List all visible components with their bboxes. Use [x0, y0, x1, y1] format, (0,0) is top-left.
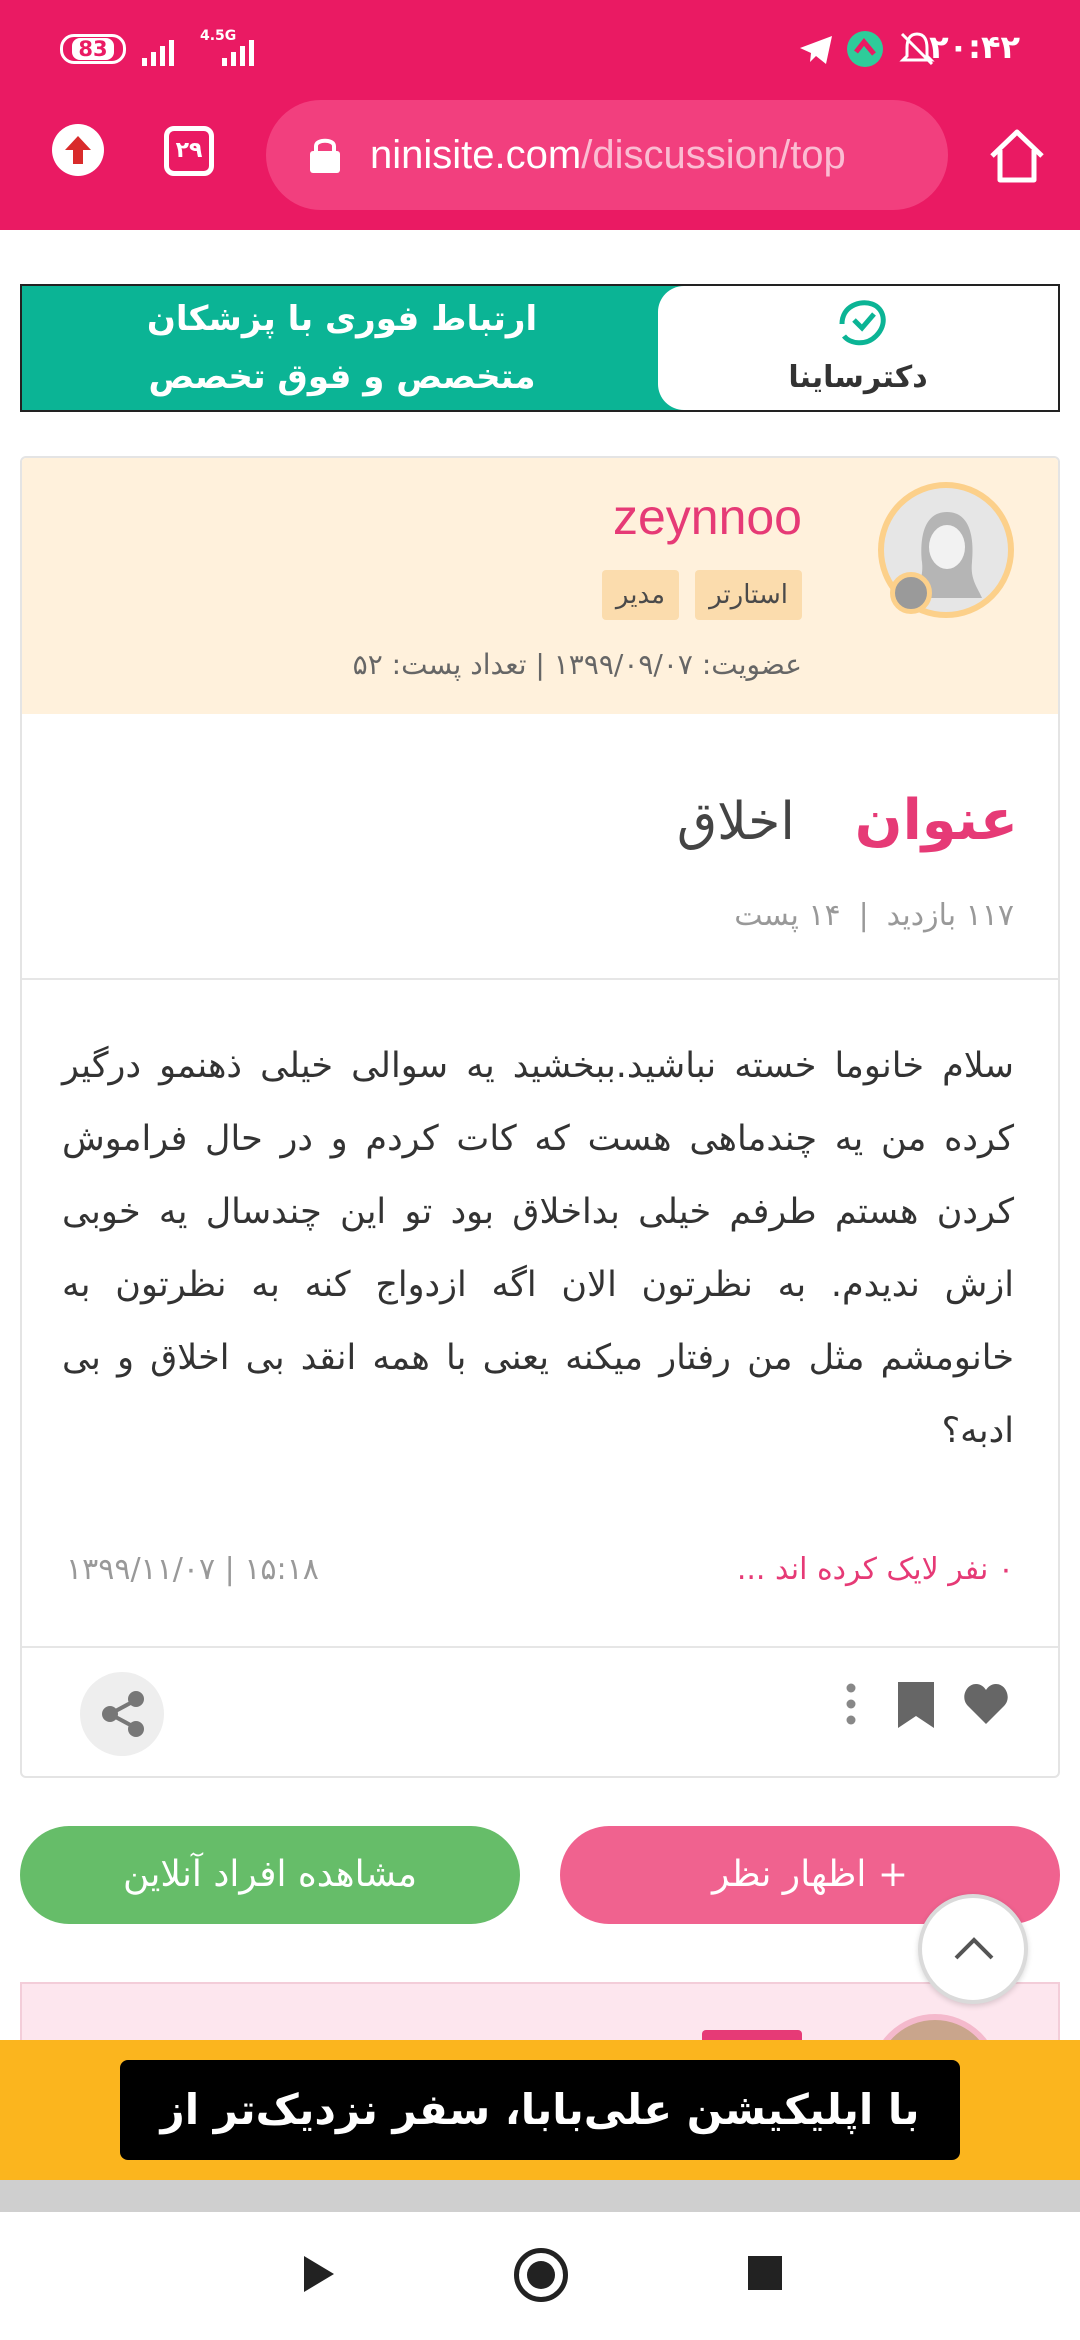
- bottom-ad-text: با اپلیکیشن علی‌بابا، سفر نزدیک‌تر از: [120, 2060, 960, 2160]
- signal-icon: [142, 36, 174, 66]
- post-body: سلام خانوما خسته نباشید.ببخشید یه سوالی خیلی ذهنمو درگیر کرده من یه چندماهی هست که کات کردم و در حال فراموش کردن هستم طرفم خیلی بداخلاق بود تو این چندسال یه خوبی ازش ندیدم. به نظرتون الان اگه ازدواج کنه به نظرتون به خانومشم مثل من رفتار میکنه یعنی با همه انقد بی اخلاق و بی ادبه؟: [62, 1046, 1014, 1451]
- divider: [22, 1646, 1058, 1648]
- post-stats: [734, 898, 1014, 933]
- title-label: عنوان: [854, 788, 1018, 853]
- heart-icon[interactable]: [962, 1682, 1010, 1726]
- author-name[interactable]: zeynnoo: [612, 489, 802, 545]
- view-count: ۱۱۷ بازدید: [886, 898, 1014, 933]
- badge-admin: مدیر: [602, 570, 679, 620]
- scroll-to-top-button[interactable]: [918, 1894, 1028, 2004]
- url-text: ninisite.com/discussion/top: [370, 132, 846, 177]
- bookmark-icon[interactable]: [896, 1680, 936, 1730]
- back-triangle-icon[interactable]: [300, 2254, 336, 2294]
- bottom-ad-banner[interactable]: [0, 2040, 1080, 2180]
- tabs-button[interactable]: ۲۹: [164, 126, 214, 176]
- post-title-row: [677, 788, 1018, 853]
- post-date: ۱۵:۱۸ | ۱۳۹۹/۱۱/۰۷: [66, 1552, 319, 1587]
- add-comment-button[interactable]: + اظهار نظر: [560, 1826, 1060, 1924]
- stats-separator: |: [858, 898, 869, 933]
- share-button[interactable]: [80, 1672, 164, 1756]
- author-badges: [602, 570, 802, 620]
- likes-link[interactable]: ۰ نفر لایک کرده اند ...: [736, 1552, 1014, 1587]
- status-bar: [0, 0, 1080, 96]
- post-count: ۱۴ پست: [734, 898, 841, 933]
- doctor-logo-icon: [830, 294, 894, 354]
- signal-icon-2: [222, 36, 254, 66]
- member-info: عضویت: ۱۳۹۹/۰۹/۰۷ | تعداد پست: ۵۲: [352, 648, 802, 681]
- divider: [0, 2180, 1080, 2212]
- home-icon[interactable]: [984, 124, 1050, 190]
- home-circle-icon[interactable]: [514, 2248, 568, 2302]
- online-users-button[interactable]: مشاهده افراد آنلاین: [20, 1826, 520, 1924]
- post-card: [20, 456, 1060, 1778]
- chevron-up-icon: [952, 1928, 996, 1972]
- share-icon: [100, 1690, 146, 1738]
- upload-icon[interactable]: [52, 124, 104, 176]
- telegram-icon: [796, 28, 838, 70]
- browser-toolbar: [0, 96, 1080, 230]
- network-type: 4.5G: [200, 28, 237, 44]
- status-time: ۲۰:۴۲: [929, 28, 1020, 66]
- divider: [22, 978, 1058, 980]
- recent-apps-icon[interactable]: [748, 2256, 782, 2290]
- author-box: [22, 458, 1058, 714]
- ad-logo: دکترساینا: [658, 286, 1058, 410]
- offline-status-dot: [890, 572, 932, 614]
- post-title: اخلاق: [676, 792, 795, 852]
- vpn-icon: [844, 28, 886, 70]
- lock-icon: [308, 135, 342, 175]
- battery-indicator: 83: [60, 34, 126, 64]
- badge-starter: استارتر: [695, 570, 802, 620]
- more-icon[interactable]: [844, 1680, 858, 1728]
- system-nav-bar: [0, 2212, 1080, 2340]
- ad-text: ارتباط فوری با پزشکان متخصص و فوق تخصص: [22, 286, 662, 410]
- url-bar[interactable]: [266, 100, 948, 210]
- ad-banner-doctor[interactable]: [20, 284, 1060, 412]
